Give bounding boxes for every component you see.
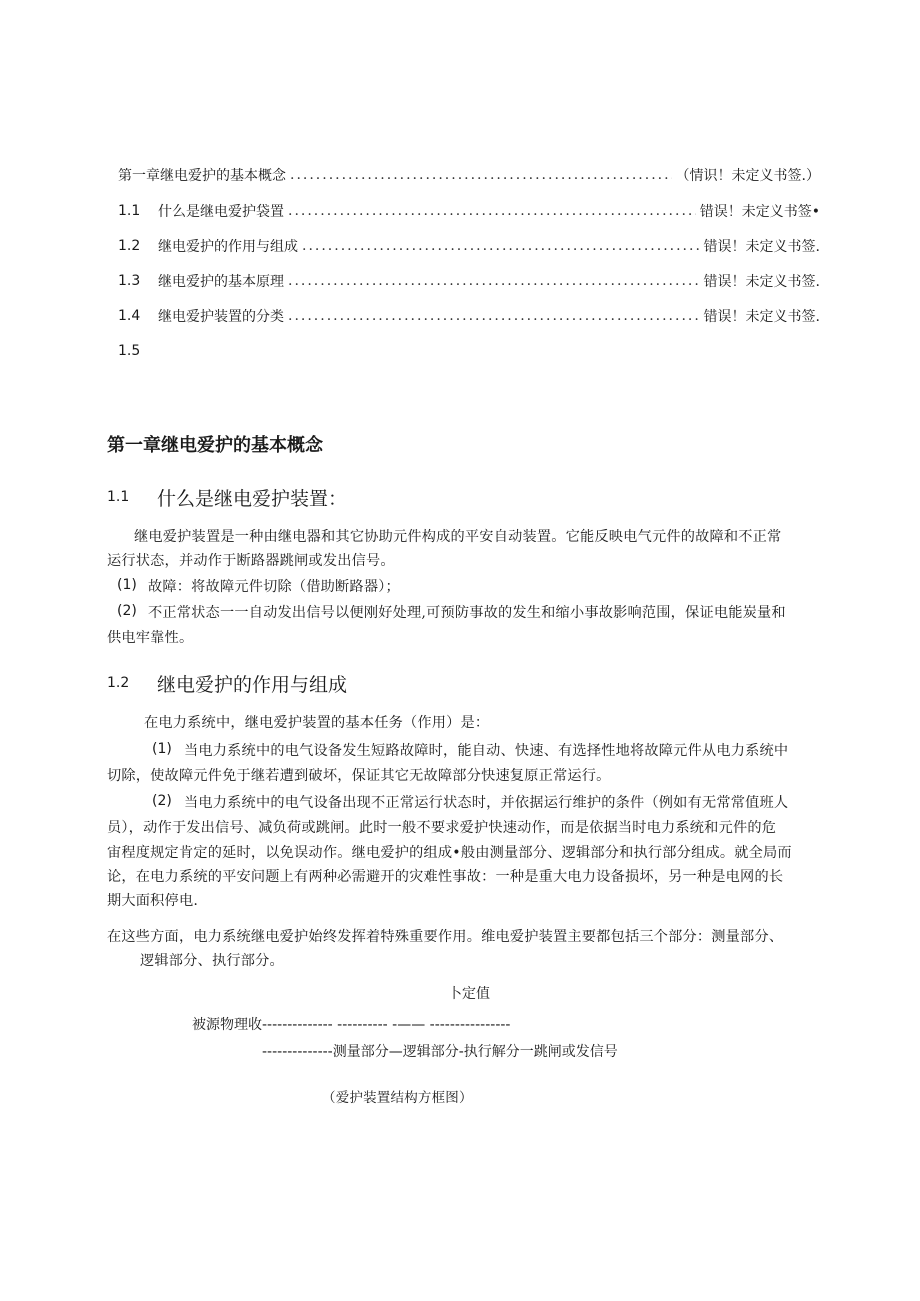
- toc-entry-1-4[interactable]: [118, 305, 820, 327]
- paragraph-line: 运行状态，并动作于断路器跳闸或发出信号。: [107, 553, 395, 569]
- toc-number: 1.5: [118, 343, 141, 359]
- toc-title: 继电爱护的作用与组成: [158, 239, 298, 255]
- toc-title: 什么是继电爱护袋置: [158, 204, 284, 220]
- paragraph-line: 期大面积停电.: [107, 893, 199, 909]
- list-item-text: 不正常状态一一自动发出信号以便刚好处理,可预防事故的发生和缩小事故影响范围，保证电能炭量和: [148, 605, 786, 621]
- paragraph-line: 员），动作于发出信号、减负荷或跳闸。此时一般不要求爱护快速动作，而是依据当时电力系统和元件的危: [107, 820, 777, 836]
- setting-value-label: 卜定值: [448, 986, 490, 1002]
- toc-page-ref: （情识！未定义书签.）: [675, 168, 820, 184]
- diagram-caption: （爱护装置结构方框图）: [322, 1090, 473, 1106]
- toc-entry-1-3[interactable]: [118, 270, 820, 292]
- toc-leader: [302, 238, 700, 254]
- section-number: 1.1: [107, 489, 130, 505]
- diagram-flow-row: --------------测量部分—逻辑部分-执行解分一跳闸或发信号: [262, 1044, 618, 1060]
- toc-title: 第一章继电爱护的基本概念: [118, 168, 286, 184]
- toc-entry-1-2[interactable]: [118, 235, 820, 257]
- toc-page-ref: 错误！未定义书签.: [703, 274, 820, 290]
- list-number: (1): [117, 577, 137, 593]
- toc-number: 1.4: [118, 308, 141, 324]
- paragraph-line: 当电力系统中的电气设备出现不正常运行状态时，并依据运行维护的条件（例如有无常常值班人: [184, 795, 789, 811]
- paragraph-line: 论，在电力系统的平安问题上有两种必需避开的灾难性事故：一种是重大电力设备损坏，另一种是电网的长: [107, 869, 784, 885]
- list-item-text: 供电牢靠性。: [107, 630, 194, 646]
- toc-entry-1-5[interactable]: [118, 340, 820, 362]
- paragraph-line: 当电力系统中的电气设备发生短路故障时，能自动、快速、有选择性地将故障元件从电力系统中: [184, 743, 789, 759]
- paragraph-line: 宙程度规定肯定的延时，以免误动作。继电爱护的组成•般由测量部分、逻辑部分和执行部分组成。就全局而: [107, 845, 792, 861]
- paragraph-line: 切除，使故障元件免于继若遭到破坏，保证其它无故障部分快速复原正常运行。: [107, 768, 611, 784]
- toc-leader: [288, 203, 696, 219]
- diagram-input-row: 被源物理收-------------- ---------- -—— ----------------: [192, 1017, 511, 1033]
- toc-number: 1.3: [118, 273, 141, 289]
- toc-number: 1.2: [118, 238, 141, 254]
- section-title: 继电爱护的作用与组成: [157, 674, 348, 696]
- toc-leader: [288, 273, 700, 289]
- paragraph-line: 在电力系统中，继电爱护装置的基本任务（作用）是：: [144, 715, 490, 731]
- paragraph-line: 在这些方面，电力系统继电爱护始终发挥着特殊重要作用。维电爱护装置主要都包括三个部分：测量部分、: [107, 929, 784, 945]
- toc-leader: [288, 308, 700, 324]
- paragraph-line: 逻辑部分、执行部分。: [140, 953, 284, 969]
- toc-entry-chapter1[interactable]: [118, 164, 820, 186]
- toc-page-ref: 错误！未定义书签.: [703, 309, 820, 325]
- paragraph-line: 继电爱护装置是一种由继电器和其它协助元件构成的平安自动装置。它能反映电气元件的故障和不正常: [134, 529, 782, 545]
- toc-entry-1-1[interactable]: [118, 200, 820, 222]
- list-number: (2): [117, 603, 137, 619]
- toc-page-ref: 错误！未定义书签.: [703, 239, 820, 255]
- toc-number: 1.1: [118, 203, 141, 219]
- section-number: 1.2: [107, 675, 130, 691]
- list-number: (2): [152, 793, 172, 809]
- section-title: 什么是继电爱护装置：: [157, 488, 348, 510]
- toc-leader: [290, 167, 672, 183]
- toc-page-ref: 错误！未定义书签•: [699, 204, 820, 220]
- list-number: (1): [152, 741, 172, 757]
- list-item-text: 故障：将故障元件切除（借助断路器）；: [148, 579, 400, 595]
- toc-title: 继电爱护的基本原理: [158, 274, 284, 290]
- chapter-title: 第一章继电爱护的基本概念: [107, 435, 323, 456]
- toc-title: 继电爱护装置的分类: [158, 309, 284, 325]
